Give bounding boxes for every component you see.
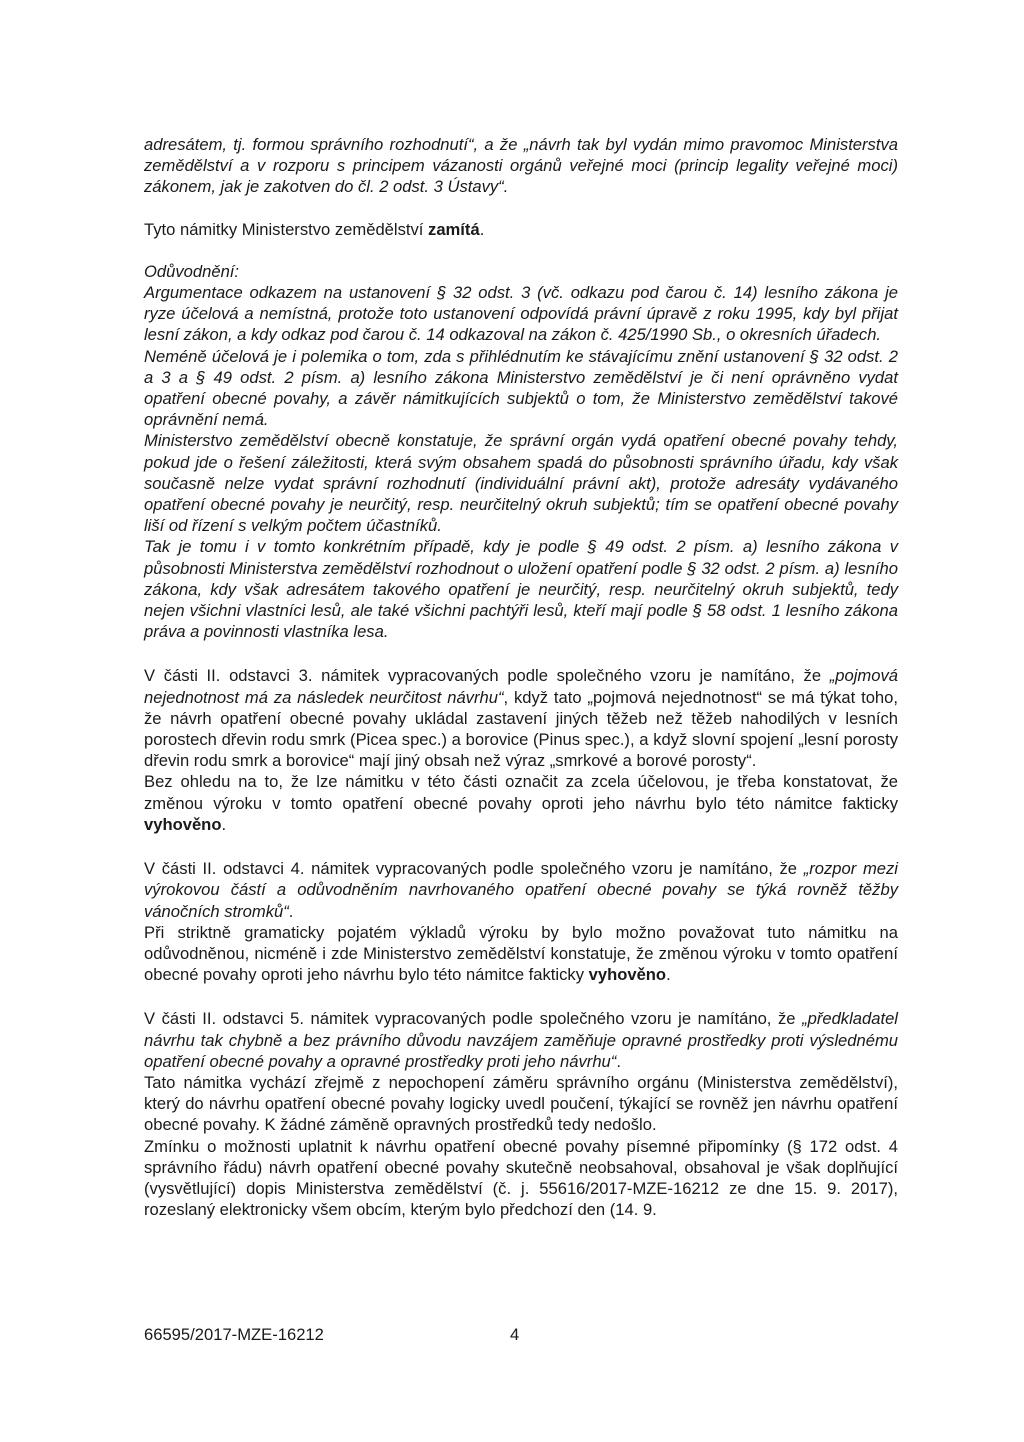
paragraph-objection-quote: adresátem, tj. formou správního rozhodnutí“, a že „návrh tak byl vydán mimo pravomoc Ministerstva zemědělství a v rozporu s principem vázanosti orgánů veřejné moci (princip legality veřejné moci) zákonem, jak je zakotven do čl. 2 odst. 3 Ústavy“. [144, 135, 898, 197]
objection-5-quote: „předkladatel návrhu tak chybně a bez právního důvodu navzájem zaměňuje opravné prostředky proti výslednému opatření obecné povahy a opravné prostředky proti jeho návrhu“ [144, 1009, 898, 1071]
objection-3-paragraph: V části II. odstavci 3. námitek vypracovaných podle společného vzoru je namítáno, že „pojmová nejednotnost má za následek neurčitost návrhu“, když tato „pojmová nejednotnost“ se má týkat toho, že návrh opatření obecné povahy ukládal zastavení jiných těžeb než těžeb nahodilých v lesních porostech dřevin rodu smrk (Picea spec.) a borovice (Pinus spec.), a když slovní spojení „lesní porosty dřevin rodu smrk a borovice“ mají jiný obsah než výraz „smrkové a borové porosty“. [144, 666, 899, 771]
document-id: 66595/2017-MZE-16212 [144, 1325, 324, 1344]
page-number: 4 [510, 1325, 520, 1344]
section-objection-4 [144, 858, 898, 985]
reasoning-section [144, 261, 898, 643]
paragraph-rejection: Tyto námitky Ministerstvo zemědělství zamítá. [144, 219, 485, 239]
rejection-text: Tyto námitky Ministerstvo zemědělství [144, 219, 429, 239]
reasoning-paragraph-4: Tak je tomu i v tomto konkrétním případě, kdy je podle § 49 odst. 2 písm. a) lesního zákona v působnosti Ministerstva zemědělství rozhodnout o uložení opatření podle § 32 odst. 2 písm. a) lesního zákona, kdy však adresátem takového opatření je neurčitý, resp. neurčitelný okruh subjektů, tedy nejen všichni vlastníci lesů, ale také všichni pachtýři lesů, kteří mají podle § 58 odst. 1 lesního zákona práva a povinnosti vlastníka lesa. [144, 537, 898, 642]
reasoning-heading: Odůvodnění: [144, 261, 240, 281]
objection-3-response: Bez ohledu na to, že lze námitku v této části označit za zcela účelovou, je třeba konstatovat, že změnou výroku v tomto opatření obecné povahy oproti jeho návrhu bylo této námitce fakticky vyhověno. [144, 772, 898, 834]
section-objection-3 [144, 665, 898, 835]
objection-3-quote: „pojmová nejednotnost má za následek neurčitost návrhu“ [144, 666, 898, 707]
rejection-verdict: zamítá [428, 219, 480, 239]
objection-5-response-1: Tato námitka vychází zřejmě z nepochopení záměru správního orgánu (Ministerstva zemědělství), který do návrhu opatření obecné povahy logicky uvedl poučení, týkající se rovněž jen návrhu opatření obecné povahy. K žádné záměně opravných prostředků tedy nedošlo. [144, 1072, 898, 1135]
objection-3-verdict: vyhověno [144, 814, 222, 834]
objection-4-verdict: vyhověno [588, 965, 667, 985]
objection-5-response-2: Zmínku o možnosti uplatnit k návrhu opatření obecné povahy písemné připomínky (§ 172 odst. 4 správního řádu) návrh opatření obecné povahy skutečně neobsahoval, obsahoval je však doplňující (vysvětlující) dopis Ministerstva zemědělství (č. j. 55616/2017-MZE-16212 ze dne 15. 9. 2017), rozeslaný elektronicky všem obcím, kterým bylo předchozí den (14. 9. [144, 1136, 898, 1220]
reasoning-paragraph-1: Argumentace odkazem na ustanovení § 32 odst. 3 (vč. odkazu pod čarou č. 14) lesního zákona je ryze účelová a nemístná, protože toto ustanovení odpovídá právní úpravě z roku 1995, kdy byl přijat lesní zákon, a kdy odkaz pod čarou č. 14 odkazoval na zákon č. 425/1990 Sb., o okresních úřadech. [144, 283, 898, 345]
objection-4-quote: „rozpor mezi výrokovou částí a odůvodněním navrhovaného opatření obecné povahy se týká rovněž těžby vánočních stromků“ [144, 859, 898, 921]
reasoning-paragraph-2: Neméně účelová je i polemika o tom, zda s přihlédnutím ke stávajícímu znění ustanovení § 32 odst. 2 a 3 a § 49 odst. 2 písm. a) lesního zákona Ministerstvo zemědělství je či není oprávněno vydat opatření obecné povahy, a závěr námitkujících subjektů o tom, že Ministerstvo zemědělství takové oprávnění nemá. [144, 346, 898, 430]
section-objection-5 [144, 1008, 898, 1220]
reasoning-paragraph-3: Ministerstvo zemědělství obecně konstatuje, že správní orgán vydá opatření obecné povahy tehdy, pokud jde o řešení záležitosti, která svým obsahem spadá do působnosti správního úřadu, kdy však současně nelze vydat správní rozhodnutí (individuální právní akt), protože adresáty vydávaného opatření obecné povahy je neurčitý, resp. neurčitelný okruh subjektů; tím se opatření obecné povahy liší od řízení s velkým počtem účastníků. [144, 431, 898, 536]
objection-5-paragraph: V části II. odstavci 5. námitek vypracovaných podle společného vzoru je namítáno, že „předkladatel návrhu tak chybně a bez právního důvodu navzájem zaměňuje opravné prostředky proti výslednému opatření obecné povahy a opravné prostředky proti jeho návrhu“. [144, 1009, 898, 1071]
objection-4-paragraph: V části II. odstavci 4. námitek vypracovaných podle společného vzoru je namítáno, že „rozpor mezi výrokovou částí a odůvodněním navrhovaného opatření obecné povahy se týká rovněž těžby vánočních stromků“. [144, 859, 898, 921]
objection-4-response: Při striktně gramaticky pojatém výkladů výroku by bylo možno považovat tuto námitku na odůvodněnou, nicméně i zde Ministerstvo zemědělství konstatuje, že změnou výroku v tomto opatření obecné povahy oproti jeho návrhu bylo této námitce fakticky vyhověno. [144, 922, 898, 985]
